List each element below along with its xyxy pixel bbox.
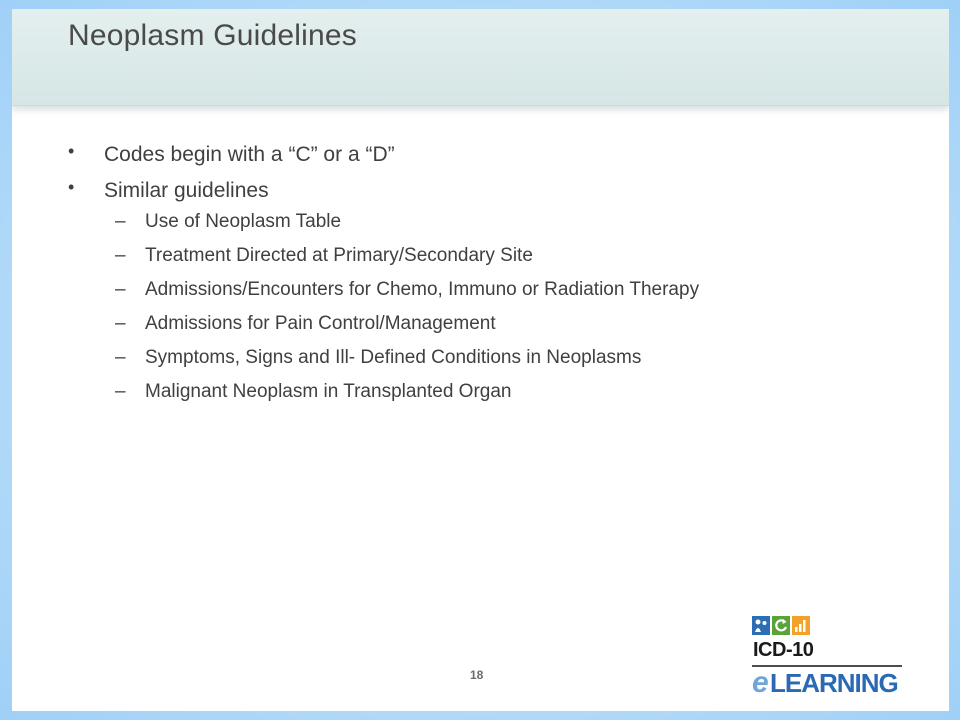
sub-bullet-text: Symptoms, Signs and Ill- Defined Conditions in Neoplasms (145, 347, 642, 368)
title-bar (12, 9, 949, 106)
people-icon (752, 616, 770, 635)
bar-chart-icon (792, 616, 810, 635)
sub-bullet-text: Use of Neoplasm Table (145, 211, 342, 232)
bullet-list (12, 139, 949, 415)
bullet-text: Codes begin with a “C” or a “D” (104, 143, 395, 166)
slide (12, 9, 949, 711)
logo-e-mark: e (752, 666, 769, 699)
dash-glyph: – (115, 381, 126, 402)
bullet-glyph: • (68, 141, 75, 161)
sub-bullet-text: Malignant Neoplasm in Transplanted Organ (145, 381, 512, 402)
sub-bullet-item (12, 211, 949, 245)
sub-bullet-text: Admissions for Pain Control/Management (145, 313, 496, 334)
logo-icd10-text: ICD-10 (753, 639, 814, 661)
dash-glyph: – (115, 211, 126, 232)
sub-bullet-text: Treatment Directed at Primary/Secondary Site (145, 245, 533, 266)
logo-divider (752, 665, 902, 667)
sub-bullet-item (12, 279, 949, 313)
bullet-item (12, 175, 949, 211)
bullet-item (12, 139, 949, 175)
icd10-elearning-logo (752, 616, 904, 699)
sub-bullet-item (12, 313, 949, 347)
bullet-text: Similar guidelines (104, 179, 269, 202)
dash-glyph: – (115, 347, 126, 368)
dash-glyph: – (115, 245, 126, 266)
dash-glyph: – (115, 313, 126, 334)
sub-bullet-item (12, 381, 949, 415)
sub-bullet-item (12, 245, 949, 279)
page-number: 18 (470, 668, 484, 682)
sub-bullet-text: Admissions/Encounters for Chemo, Immuno or Radiation Therapy (145, 279, 700, 300)
dash-glyph: – (115, 279, 126, 300)
sub-bullet-item (12, 347, 949, 381)
bullet-glyph: • (68, 177, 75, 197)
logo-learning-text: LEARNING (770, 668, 898, 698)
slide-title: Neoplasm Guidelines (68, 19, 357, 52)
refresh-icon (772, 616, 790, 635)
